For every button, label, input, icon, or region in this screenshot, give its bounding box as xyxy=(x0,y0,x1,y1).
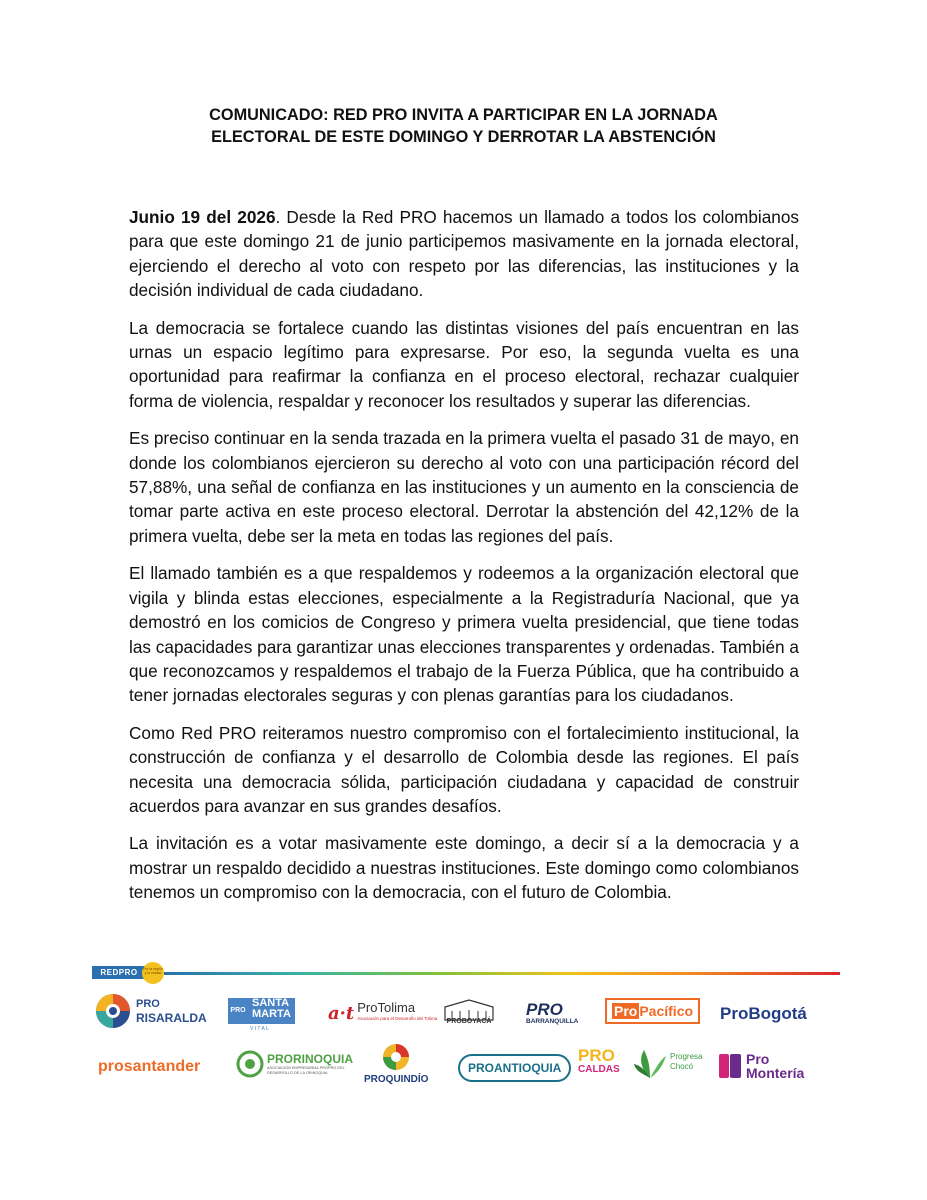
redpro-brand-bar xyxy=(92,962,840,982)
logo-pro-risaralda xyxy=(94,992,207,1030)
risaralda-pro-text: PRO xyxy=(136,998,160,1010)
paragraph-1 xyxy=(129,205,799,303)
redpro-tagline-badge: Por la región y la ciudad xyxy=(142,962,164,984)
logo-pro-santa-marta xyxy=(228,997,295,1032)
quindio-name-text: PROQUINDÍO xyxy=(364,1074,429,1085)
redpro-logo: REDPRO xyxy=(92,966,146,979)
santander-name-text: prosantander xyxy=(98,1058,201,1075)
caldas-pro-text: PRO xyxy=(578,1046,615,1065)
logo-proquindio xyxy=(364,1042,428,1085)
santamarta-name-1: SANTA xyxy=(252,997,290,1009)
monteria-pm-icon xyxy=(718,1053,742,1079)
brand-gradient-line xyxy=(164,972,840,975)
logo-pro-barranquilla xyxy=(526,1002,578,1025)
logo-pro-caldas xyxy=(578,1048,620,1075)
document-body xyxy=(129,205,799,918)
logo-proantioquia xyxy=(458,1054,571,1082)
bogota-name-text: ProBogotá xyxy=(720,1004,807,1023)
tolima-at-icon: a·t xyxy=(328,1002,355,1024)
paragraph-5: Como Red PRO reiteramos nuestro compromiso con el fortalecimiento institucional, la construcción de confianza y el desarrollo de Colombia desde las regiones. El país necesita una democracia sólida, participación ciudadana y capacidad de construir acuerdos para avanzar en sus grandes desafíos. xyxy=(129,722,799,816)
tolima-name-text: ProTolima xyxy=(357,1000,416,1015)
choco-name-text: Chocó xyxy=(670,1062,694,1071)
logo-proboyaca xyxy=(442,998,496,1025)
logo-progresa-choco xyxy=(632,1044,702,1080)
paragraph-4: El llamado también es a que respaldemos y rodeemos a la organización electoral que vigila y blinda estas elecciones, especialmente a la Registraduría Nacional, que ya demostró en los comicios de Congreso y primera vuelta presidencial, que tiene todas las capacidades para garantizar unas elecciones transparentes y ordenadas. También a que reconozcamos y respaldemos el trabajo de la Fuerza Pública, que ha contribuido a tener jornadas electorales seguras y con plenas garantías para los ciudadanos. xyxy=(129,563,799,706)
monteria-pro-text: Pro xyxy=(746,1051,770,1067)
logo-prorinoquia xyxy=(236,1050,353,1078)
santamarta-vital-text: V I T A L xyxy=(250,1026,269,1032)
santamarta-name-2: MARTA xyxy=(252,1008,291,1020)
paragraph-2: La democracia se fortalece cuando las distintas visiones del país encuentran en las urnas un espacio legítimo para expresarse. Por eso, la segunda vuelta es una oportunidad para reafirmar la confianza en el proceso electoral, rechazar cualquier forma de violencia, respaldar y reconocer los resultados y superar las diferencias. xyxy=(129,317,799,411)
antioquia-name-text: PROANTIOQUIA xyxy=(468,1061,562,1075)
monteria-name-text: Montería xyxy=(746,1065,805,1081)
barranquilla-pro-text: PRO xyxy=(526,1000,563,1019)
boyaca-name-text: PROBOYACÁ xyxy=(446,1018,492,1025)
risaralda-name-text: RISARALDA xyxy=(136,1011,207,1025)
title-line-1: COMUNICADO: RED PRO INVITA A PARTICIPAR EN LA JORNADA xyxy=(209,106,718,124)
document-title xyxy=(100,104,827,148)
choco-progresa-text: Progresa xyxy=(670,1052,703,1061)
logo-probogota xyxy=(720,1004,807,1024)
choco-leaves-icon xyxy=(632,1044,668,1080)
orinoquia-name-text: PRORINOQUIA xyxy=(267,1052,354,1066)
pacifico-name-text: Pacífico xyxy=(639,1003,694,1019)
barranquilla-name-text: BARRANQUILLA xyxy=(526,1018,579,1025)
date-lead: Junio 19 del 2026 xyxy=(129,207,276,227)
footer-logos xyxy=(92,960,842,1100)
title-line-2: ELECTORAL DE ESTE DOMINGO Y DERROTAR LA ABSTENCIÓN xyxy=(211,128,716,146)
risaralda-emblem-icon xyxy=(94,992,132,1030)
quindio-flower-icon xyxy=(381,1042,411,1072)
santamarta-pro-text: PRO xyxy=(228,998,248,1024)
paragraph-1-text: . Desde la Red PRO hacemos un llamado a todos los colombianos para que este domingo 21 de junio participemos masivamente en la jornada electoral, ejerciendo el derecho al voto con respeto por las diferencias, las instituciones y la decisión individual de cada ciudadano. xyxy=(129,207,799,301)
tolima-sub-text: Asociación para el Desarrollo del Tolima xyxy=(357,1016,438,1021)
orinoquia-sub-text: ASOCIACIÓN EMPRESARIAL PROPRO DEL DESARROLLO DE LA ORINOQUIA xyxy=(267,1066,345,1075)
caldas-name-text: CALDAS xyxy=(578,1064,620,1075)
logo-pro-monteria xyxy=(718,1052,804,1080)
logo-prosantander xyxy=(98,1058,200,1076)
logo-propacifico xyxy=(605,998,700,1024)
logo-protolima xyxy=(328,1002,437,1024)
paragraph-3: Es preciso continuar en la senda trazada en la primera vuelta el pasado 31 de mayo, en donde los colombianos ejercieron su derecho al voto con una participación récord del 57,88%, una señal de confianza en las instituciones y un aumento en la consciencia de tomar parte activa en este proceso electoral. Derrotar la abstención del 42,12% de la primera vuelta, debe ser la meta en todas las regiones del país. xyxy=(129,428,799,546)
paragraph-6: La invitación es a votar masivamente este domingo, a decir sí a la democracia y a mostrar un respaldo decidido a nuestras instituciones. Este domingo como colombianos tenemos un compromiso con la democracia, con el futuro de Colombia. xyxy=(129,833,799,903)
pacifico-pro-text: Pro xyxy=(614,1003,638,1019)
orinoquia-leaf-icon xyxy=(236,1050,264,1078)
